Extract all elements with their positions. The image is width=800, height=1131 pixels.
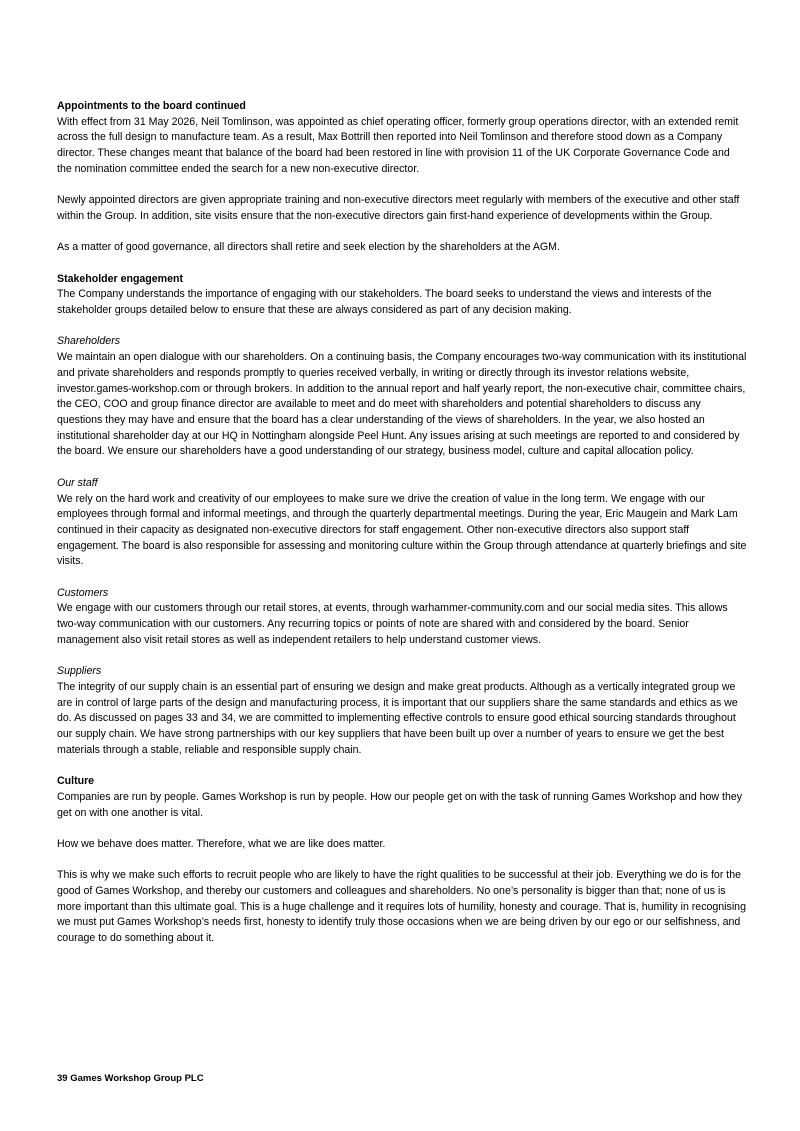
shareholders-subheading: Shareholders [57,335,121,348]
culture-paragraph-1: Companies are run by people. Games Workshop is run by people. How our people get on with the task of running Games Workshop and how they get on with one another is vital. [57,790,743,819]
staff-subheading: Our staff [57,476,98,489]
appointments-heading: Appointments to the board continued [57,100,246,112]
appointments-paragraph-1: With effect from 31 May 2026, Neil Tomlinson, was appointed as chief operating officer, formerly group operations director, with an extended remit across the full design to manufacture team. As a result, Max Bottrill then reported into Neil Tomlinson and therefore stood down as a Company director. These changes meant that balance of the board had been restored in line with provision 11 of the UK Corporate Governance Code and the nomination committee ended the search for a new non-executive director. [57,115,739,175]
suppliers-subheading: Suppliers [57,665,102,678]
appointments-paragraph-2: Newly appointed directors are given appropriate training and non-executive directors meet regularly with members of the executive and other staff within the Group. In addition, site visits ensure that the non-executive directors gain first-hand experience of developments within the Group. [57,194,740,222]
page-body [57,99,747,947]
appointments-paragraph-3: As a matter of good governance, all directors shall retire and seek election by the shareholders at the AGM. [57,241,560,254]
customers-subheading: Customers [57,586,109,599]
stakeholder-heading: Stakeholder engagement [57,272,183,285]
customers-paragraph: We engage with our customers through our retail stores, at events, through warhammer-community.com and our social media sites. This allows two-way communication with our customers. Any recurring topics or points of note are shared with and considered by the board. Senior management also visit retail stores as well as independent retailers to help understand customer views. [57,602,728,646]
culture-paragraph-3: This is why we make such efforts to recruit people who are likely to have the right qualities to be successful at their job. Everything we do is for the good of Games Workshop, and thereby our customers and colleagues and shareholders. No one’s personality is bigger than that; none of us is more important than this ultimate goal. This is a huge challenge and it requires lots of humility, honesty and courage. That is, humility in recognising we must put Games Workshop’s needs first, honesty to identify truly those occasions when we are being driven by our ego or our selfishness, and courage to do something about it. [57,869,746,945]
page-footer: 39 Games Workshop Group PLC [57,1073,204,1084]
suppliers-paragraph: The integrity of our supply chain is an essential part of ensuring we design and make great products. Although as a vertically integrated group we are in control of large parts of the design and manufacturing process, it is important that our suppliers share the same standards and ethics as we do. As discussed on pages 33 and 34, we are committed to implementing effective controls to ensure good ethical sourcing standards throughout our supply chain. We have strong partnerships with our key suppliers that have been built up over a number of years to ensure we get the best materials through a stable, reliable and responsible supply chain. [57,680,738,756]
culture-paragraph-2: How we behave does matter. Therefore, what we are like does matter. [57,837,386,850]
staff-paragraph: We rely on the hard work and creativity of our employees to make sure we drive the creation of value in the long term. We engage with our employees through formal and informal meetings, and through the quarterly departmental meetings. During the year, Eric Maugein and Mark Lam continued in their capacity as designated non-executive directors for staff engagement. Other non-executive directors also support staff engagement. The board is also responsible for assessing and monitoring culture within the Group through attendance at quarterly briefings and site visits. [57,492,747,568]
stakeholder-intro: The Company understands the importance of engaging with our stakeholders. The board seeks to understand the views and interests of the stakeholder groups detailed below to ensure that these are always considered as part of any decision making. [57,288,712,317]
shareholders-paragraph: We maintain an open dialogue with our shareholders. On a continuing basis, the Company encourages two-way communication with its institutional and private shareholders and responds promptly to queries received verbally, in writing or directly through its investor relations website, investor.games-workshop.com or through brokers. In addition to the annual report and half yearly report, the non-executive chair, committee chairs, the CEO, COO and group finance director are available to meet and do meet with shareholders and potential shareholders to discuss any questions they may have and ensure that the board has a clear understanding of the views of shareholders. In the year, we also hosted an institutional shareholder day at our HQ in Nottingham alongside Peel Hunt. Any issues arising at such meetings are reported to and considered by the board. We ensure our shareholders have a good understanding of our strategy, business model, culture and capital allocation policy. [57,351,747,458]
culture-heading: Culture [57,775,95,788]
